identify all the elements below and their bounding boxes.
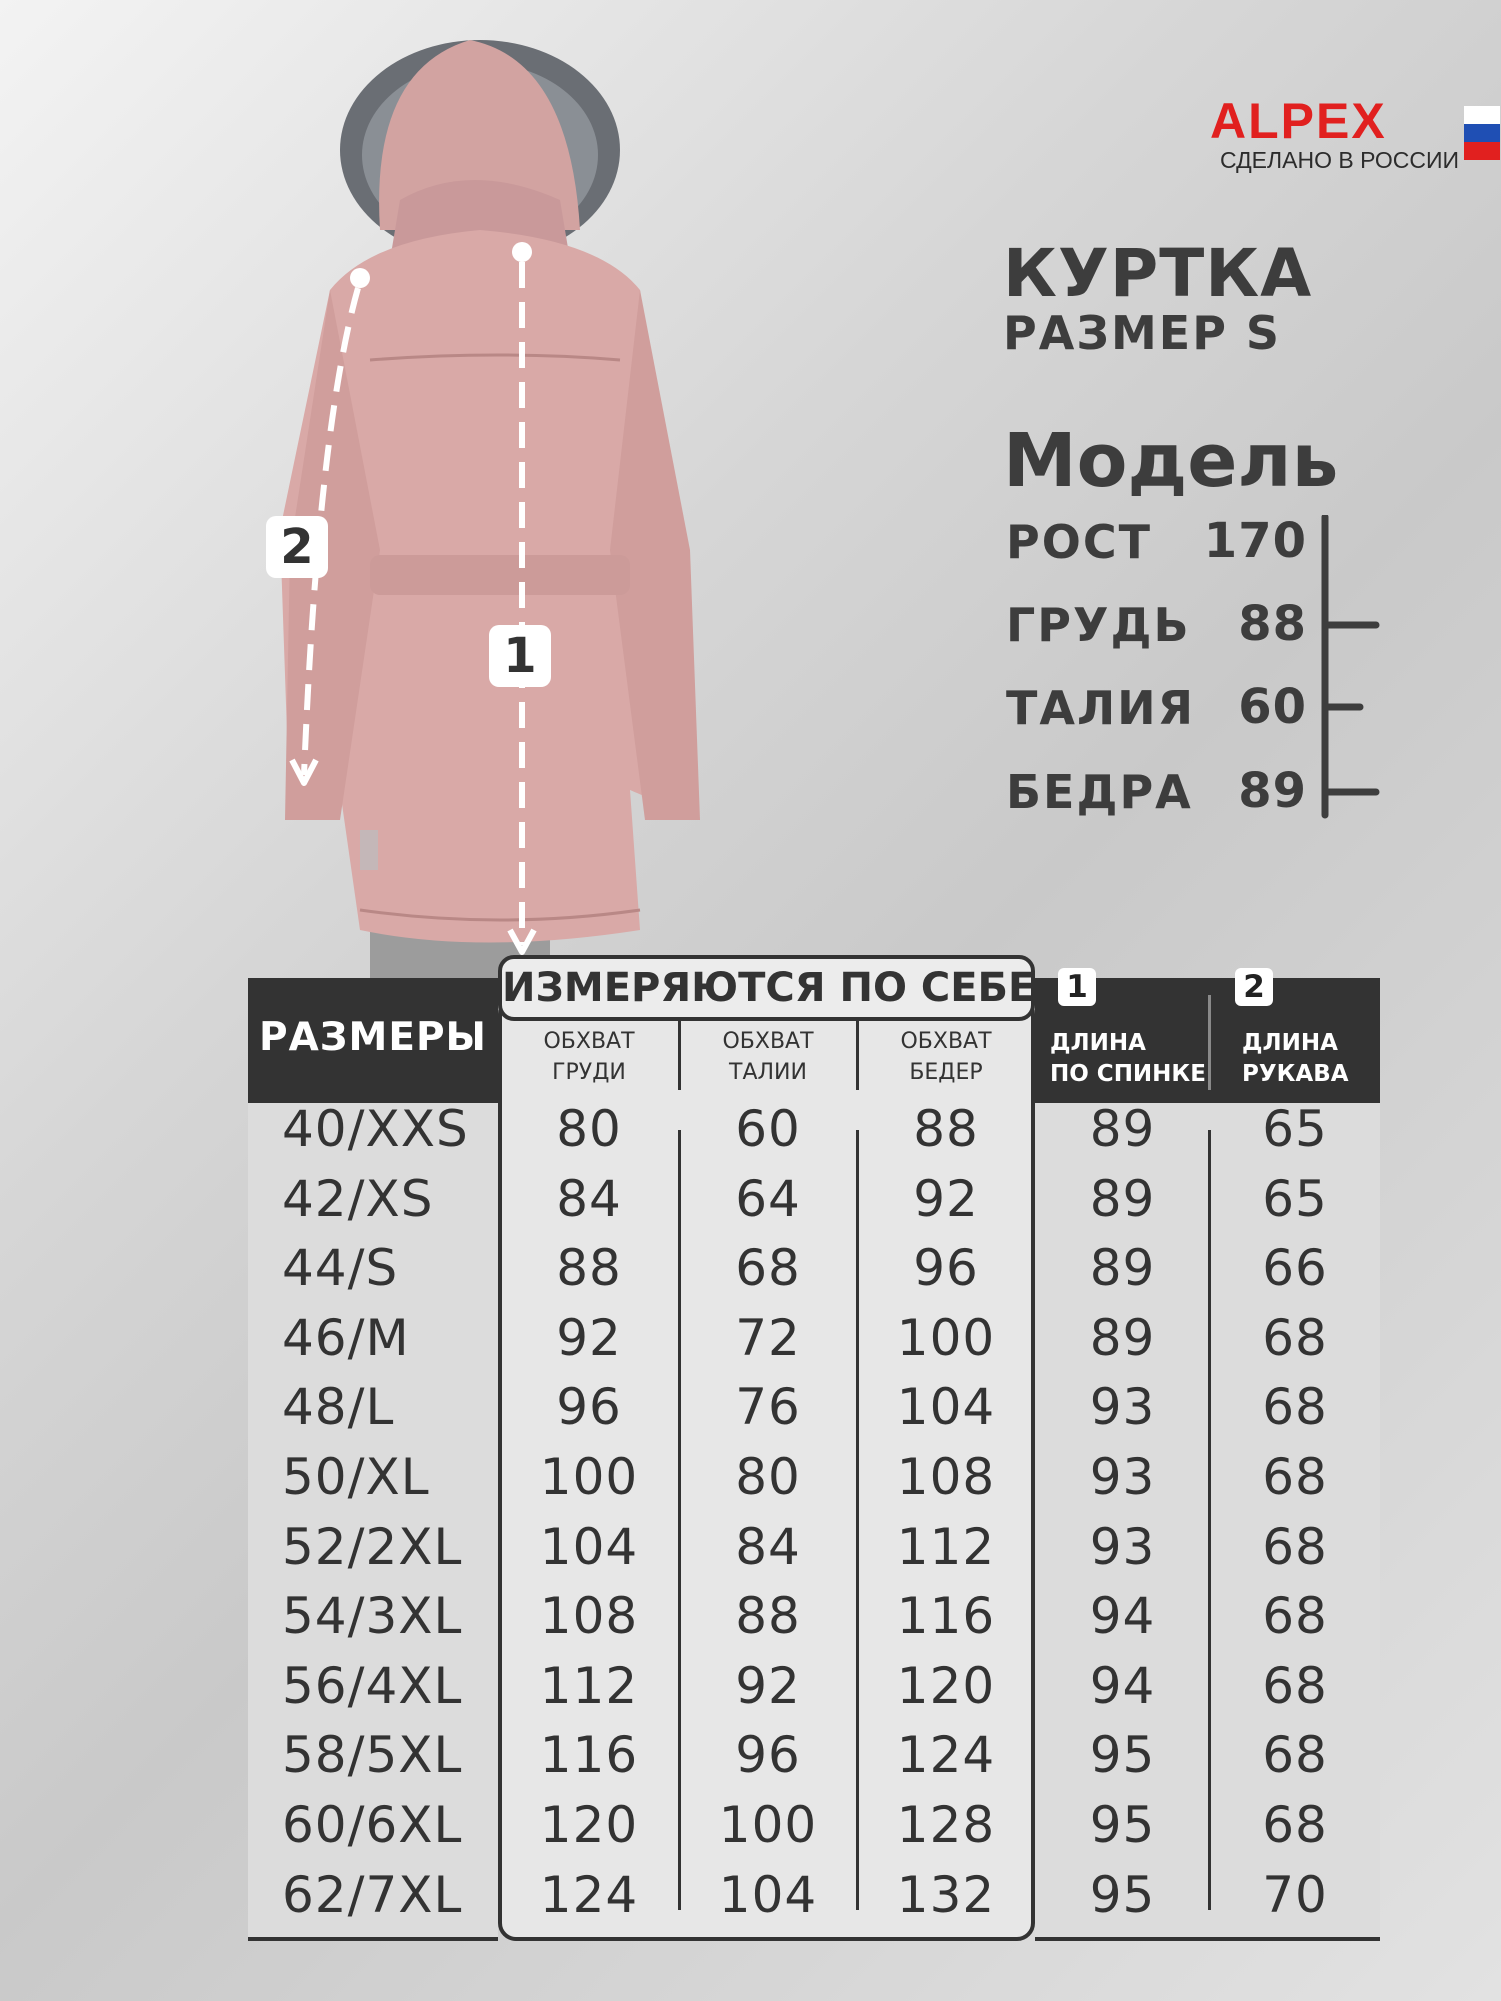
model-param-label-hips: БЕДРА: [1006, 765, 1193, 819]
cell-waist: 68: [735, 1239, 801, 1297]
product-title: КУРТКА: [1003, 235, 1313, 312]
cell-chest: 84: [556, 1170, 622, 1228]
cell-waist: 76: [735, 1378, 801, 1436]
cell-back: 94: [1089, 1657, 1156, 1715]
header-back-length-line1: ДЛИНА: [1050, 1030, 1146, 1056]
cell-chest: 120: [539, 1796, 639, 1854]
cell-hips: 108: [896, 1448, 996, 1506]
flag-stripe-white: [1464, 106, 1500, 124]
cell-size: 52/2XL: [282, 1518, 463, 1576]
cell-back: 93: [1089, 1378, 1156, 1436]
cell-waist: 64: [735, 1170, 801, 1228]
cell-size: 42/XS: [282, 1170, 434, 1228]
cell-chest: 92: [556, 1309, 622, 1367]
header-sleeve-length-line2: РУКАВА: [1242, 1061, 1349, 1087]
cell-chest: 88: [556, 1239, 622, 1297]
cell-waist: 100: [718, 1796, 818, 1854]
cell-hips: 116: [896, 1587, 996, 1645]
cell-waist: 72: [735, 1309, 801, 1367]
header-chest-line2: ГРУДИ: [552, 1060, 626, 1085]
brand-logo: [1210, 92, 1500, 182]
cell-sleeve: 68: [1262, 1726, 1328, 1784]
cell-back: 95: [1089, 1866, 1156, 1924]
measurement-lines: [280, 230, 570, 960]
cell-size: 56/4XL: [282, 1657, 463, 1715]
model-param-label-height: РОСТ: [1006, 515, 1152, 569]
model-bracket-icon: [1310, 515, 1390, 825]
cell-size: 44/S: [282, 1239, 399, 1297]
cell-waist: 88: [735, 1587, 801, 1645]
cell-size: 48/L: [282, 1378, 395, 1436]
model-param-value-height: 170: [1203, 513, 1307, 569]
cell-hips: 100: [896, 1309, 996, 1367]
cell-hips: 112: [896, 1518, 996, 1576]
model-param-value-hips: 89: [1238, 763, 1307, 819]
model-param-value-waist: 60: [1238, 679, 1307, 735]
marker-1-badge: 1: [489, 625, 551, 687]
cell-chest: 108: [539, 1587, 639, 1645]
russian-flag-icon: [1464, 106, 1500, 160]
cell-chest: 104: [539, 1518, 639, 1576]
model-param-value-chest: 88: [1238, 596, 1307, 652]
cell-sleeve: 70: [1262, 1866, 1328, 1924]
cell-hips: 120: [896, 1657, 996, 1715]
cell-hips: 124: [896, 1726, 996, 1784]
cell-size: 58/5XL: [282, 1726, 463, 1784]
cell-sleeve: 65: [1262, 1100, 1328, 1158]
logo-brand-text: ALPEX: [1210, 93, 1387, 149]
cell-back: 95: [1089, 1796, 1156, 1854]
model-param-label-waist: ТАЛИЯ: [1006, 681, 1196, 735]
header-hips-line2: БЕДЕР: [909, 1060, 983, 1085]
cell-back: 93: [1089, 1448, 1156, 1506]
cell-chest: 124: [539, 1866, 639, 1924]
cell-back: 89: [1089, 1170, 1156, 1228]
header-chest: [500, 1026, 678, 1088]
cell-sleeve: 65: [1262, 1170, 1328, 1228]
flag-stripe-red: [1464, 142, 1500, 160]
cell-back: 93: [1089, 1518, 1156, 1576]
cell-sleeve: 68: [1262, 1796, 1328, 1854]
header-sleeve-length: [1242, 1028, 1414, 1090]
header-back-length-line2: ПО СПИНКЕ: [1050, 1061, 1206, 1087]
header-hips: [857, 1026, 1035, 1088]
model-heading: Модель: [1003, 418, 1339, 504]
header-hips-line1: ОБХВАТ: [900, 1029, 992, 1054]
cell-sleeve: 68: [1262, 1448, 1328, 1506]
cell-chest: 112: [539, 1657, 639, 1715]
cell-chest: 96: [556, 1378, 622, 1436]
product-size-label: РАЗМЕР S: [1003, 306, 1282, 360]
cell-back: 89: [1089, 1239, 1156, 1297]
flag-stripe-blue: [1464, 124, 1500, 142]
header-sleeve-length-line1: ДЛИНА: [1242, 1030, 1338, 1056]
cell-back: 94: [1089, 1587, 1156, 1645]
cell-sleeve: 66: [1262, 1239, 1328, 1297]
cell-sleeve: 68: [1262, 1378, 1328, 1436]
cell-hips: 104: [896, 1378, 996, 1436]
cell-size: 46/M: [282, 1309, 410, 1367]
logo-tagline: СДЕЛАНО В РОССИИ: [1220, 147, 1460, 173]
header-waist-line1: ОБХВАТ: [722, 1029, 814, 1054]
cell-chest: 100: [539, 1448, 639, 1506]
cell-size: 50/XL: [282, 1448, 430, 1506]
cell-waist: 96: [735, 1726, 801, 1784]
header-sleeve-length-badge: 2: [1235, 968, 1273, 1006]
header-back-length: [1050, 1028, 1222, 1090]
marker-2-badge: 2: [266, 516, 328, 578]
cell-size: 54/3XL: [282, 1587, 463, 1645]
cell-waist: 92: [735, 1657, 801, 1715]
header-waist: [679, 1026, 857, 1088]
cell-back: 95: [1089, 1726, 1156, 1784]
cell-back: 89: [1089, 1309, 1156, 1367]
header-back-length-badge: 1: [1058, 968, 1096, 1006]
cell-size: 40/XXS: [282, 1100, 469, 1158]
cell-hips: 96: [913, 1239, 979, 1297]
cell-waist: 84: [735, 1518, 801, 1576]
cell-hips: 132: [896, 1866, 996, 1924]
cell-hips: 128: [896, 1796, 996, 1854]
cell-chest: 80: [556, 1100, 622, 1158]
model-param-label-chest: ГРУДЬ: [1006, 598, 1191, 652]
sizes-header: РАЗМЕРЫ: [259, 1015, 487, 1060]
cell-size: 60/6XL: [282, 1796, 463, 1854]
header-waist-line2: ТАЛИИ: [729, 1060, 807, 1085]
header-chest-line1: ОБХВАТ: [543, 1029, 635, 1054]
cell-sleeve: 68: [1262, 1309, 1328, 1367]
cell-back: 89: [1089, 1100, 1156, 1158]
cell-chest: 116: [539, 1726, 639, 1784]
cell-sleeve: 68: [1262, 1518, 1328, 1576]
cell-sleeve: 68: [1262, 1657, 1328, 1715]
measured-caption: ИЗМЕРЯЮТСЯ ПО СЕБЕ: [498, 955, 1035, 1021]
cell-sleeve: 68: [1262, 1587, 1328, 1645]
cell-hips: 92: [913, 1170, 979, 1228]
cell-waist: 104: [718, 1866, 818, 1924]
cell-size: 62/7XL: [282, 1866, 463, 1924]
cell-waist: 60: [735, 1100, 801, 1158]
cell-waist: 80: [735, 1448, 801, 1506]
cell-hips: 88: [913, 1100, 979, 1158]
